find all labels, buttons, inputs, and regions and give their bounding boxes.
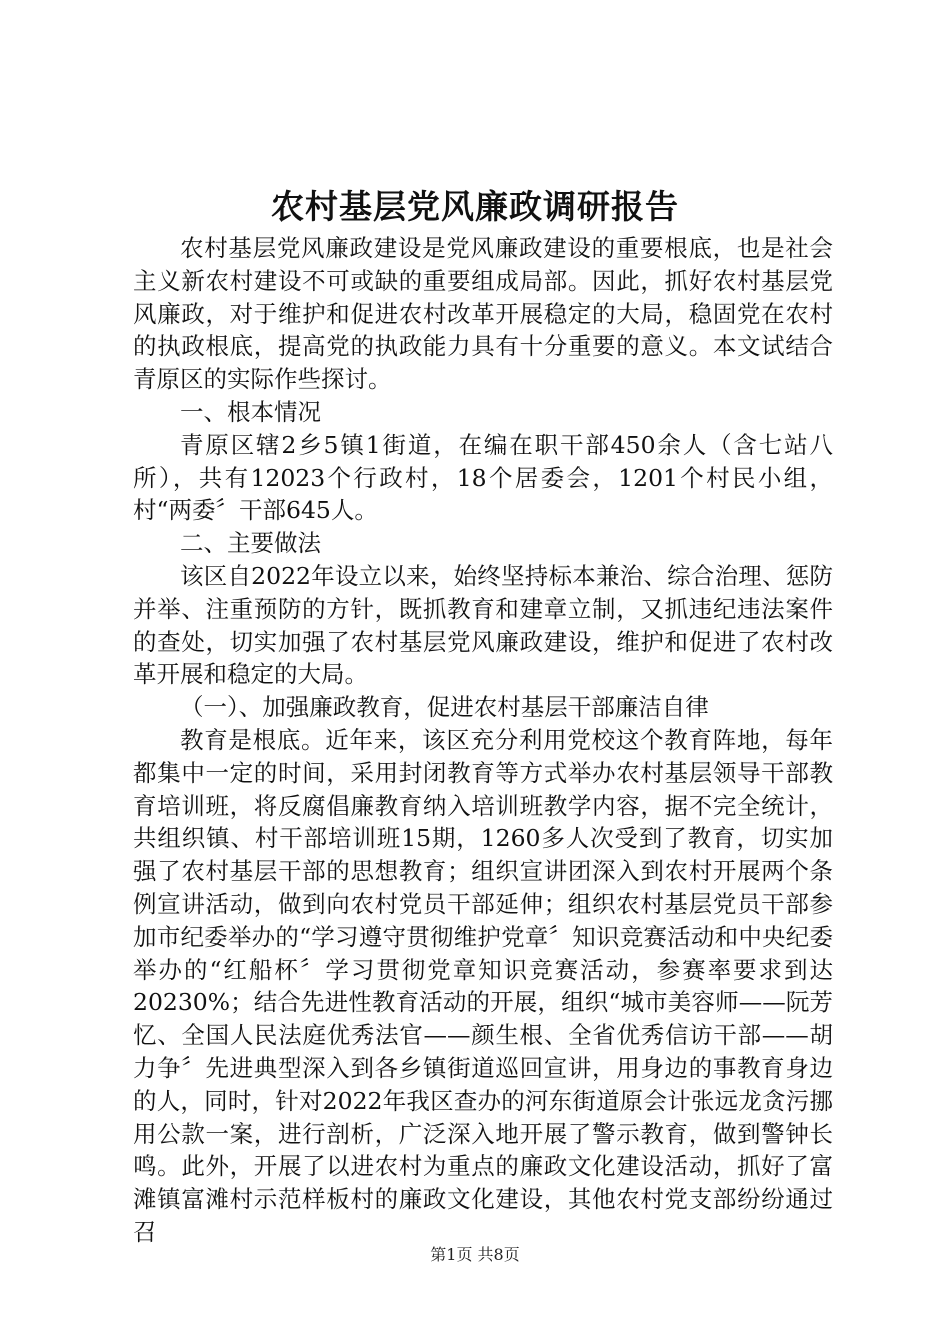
section-heading-main-practices: 二、主要做法 xyxy=(180,529,321,558)
subsection-heading-education: （一）、加强廉政教育，促进农村基层干部廉洁自律 xyxy=(180,693,709,722)
page-number-footer: 第1页 共8页 xyxy=(430,1245,520,1264)
main-practices-paragraph: 该区自2022年设立以来，始终坚持标本兼治、综合治理、惩防并举、注重预防的方针，既抓教育和建章立制，又抓违纪违法案件的查处，切实加强了农村基层党风廉政建设，维护和促进了农村改革开展和稳定的大局。 xyxy=(133,561,833,689)
document-title: 农村基层党风廉政调研报告 xyxy=(271,187,679,226)
section-heading-basic-situation: 一、根本情况 xyxy=(180,397,321,426)
education-paragraph: 教育是根底。近年来，该区充分利用党校这个教育阵地，每年都集中一定的时间，采用封闭教育等方式举办农村基层领导干部教育培训班，将反腐倡廉教育纳入培训班教学内容，据不完全统计，共组织镇、村干部培训班15期，1260多人次受到了教育，切实加强了农村基层干部的思想教育；组织宣讲团深入到农村开展两个条例宣讲活动，做到向农村党员干部延伸；组织农村基层党员干部参加市纪委举办的“学习遵守贯彻维护党章〞知识竞赛活动和中央纪委举办的“红船杯〞学习贯彻党章知识竞赛活动，参赛率要求到达20230%；结合先进性教育活动的开展，组织“城市美容师——阮芳忆、全国人民法庭优秀法官——颜生根、全省优秀信访干部——胡力争〞先进典型深入到各乡镇街道巡回宣讲，用身边的事教育身边的人，同时，针对2022年我区查办的河东街道原会计张远龙贪污挪用公款一案，进行剖析，广泛深入地开展了警示教育，做到警钟长鸣。此外，开展了以进农村为重点的廉政文化建设活动，抓好了富滩镇富滩村示范样板村的廉政文化建设，其他农村党支部纷纷通过召 xyxy=(133,725,833,1246)
intro-paragraph: 农村基层党风廉政建设是党风廉政建设的重要根底，也是社会主义新农村建设不可或缺的重要组成局部。因此，抓好农村基层党风廉政，对于维护和促进农村改革开展稳定的大局，稳固党在农村的执政根底，提高党的执政能力具有十分重要的意义。本文试结合青原区的实际作些探讨。 xyxy=(133,234,833,394)
document-body xyxy=(133,232,833,1249)
basic-situation-paragraph: 青原区辖2乡5镇1街道，在编在职干部450余人（含七站八所），共有12023个行政村，18个居委会，1201个村民小组，村“两委〞干部645人。 xyxy=(133,430,833,525)
